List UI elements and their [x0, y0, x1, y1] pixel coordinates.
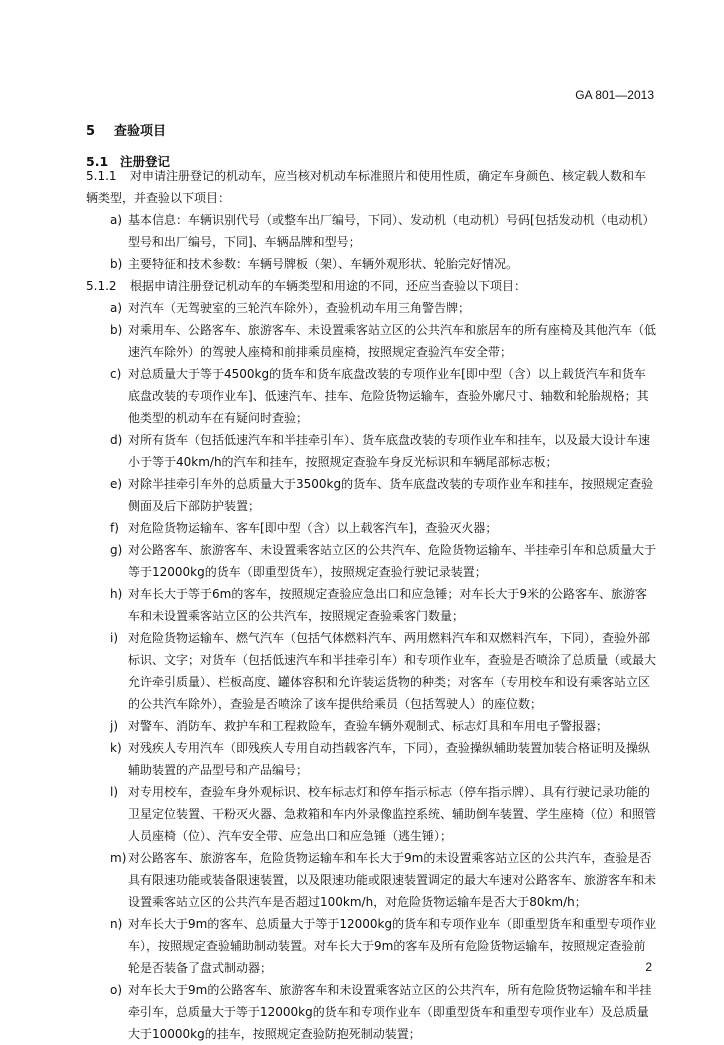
item-marker: b) — [110, 257, 123, 271]
list-item — [86, 539, 657, 583]
item-text: 主要特征和技术参数：车辆号牌板（架）、车辆外观形状、轮胎完好情况。 — [128, 257, 519, 271]
item-text: 对专用校车，查验车身外观标识、校车标志灯和停车指示标志（停车指示牌）、具有行驶记录功能的卫星定位装置、干粉灭火器、急救箱和车内外录像监控系统、辅助倒车装置、学生座椅（位）和照管人员座椅（位）、汽车安全带、应急出口和应急锤（逃生锤）； — [128, 785, 657, 843]
subsection-number: 5.1 — [86, 154, 109, 169]
item-marker: a) — [110, 301, 123, 315]
clause-number: 5.1.1 — [86, 169, 117, 183]
item-text: 对残疾人专用汽车（即残疾人专用自动挡载客汽车，下同），查验操纵辅助装置加装合格证明及操纵辅助装置的产品型号和产品编号； — [128, 741, 651, 777]
item-marker: n) — [110, 917, 123, 931]
document-body — [86, 165, 657, 1045]
item-marker: m) — [110, 851, 127, 865]
item-marker: h) — [110, 587, 123, 601]
item-marker: e) — [110, 477, 123, 491]
standard-code: GA 801—2013 — [575, 88, 654, 102]
item-text: 对乘用车、公路客车、旅游客车、未设置乘客站立区的公共汽车和旅居车的所有座椅及其他汽车（低速汽车除外）的驾驶人座椅和前排乘员座椅，按照规定查验汽车安全带； — [128, 323, 657, 359]
list-item — [86, 627, 657, 715]
clause-5-1-1 — [86, 165, 657, 209]
item-text: 基本信息：车辆识别代号（或整车出厂编号，下同）、发动机（电动机）号码[包括发动机（电动机）型号和出厂编号，下同]、车辆品牌和型号； — [128, 213, 655, 249]
item-text: 对车长大于等于6m的客车，按照规定查验应急出口和应急锤；对车长大于9米的公路客车、旅游客车和未设置乘客站立区的公共汽车，按照规定查验乘客门数量； — [128, 587, 647, 623]
list-item — [86, 913, 657, 979]
clause-number: 5.1.2 — [86, 279, 117, 293]
item-marker: i) — [110, 631, 119, 645]
list-item — [86, 429, 657, 473]
item-text: 对总质量大于等于4500kg的货车和货车底盘改装的专项作业车[即中型（含）以上载货汽车和货车底盘改装的专项作业车]、低速汽车、挂车、危险货物运输车，查验外廓尺寸、轴数和轮胎规格；其他类型的机动车在有疑问时查验； — [128, 367, 649, 425]
list-item — [86, 517, 657, 539]
item-marker: l) — [110, 785, 119, 799]
item-marker: k) — [110, 741, 122, 755]
list-item — [86, 715, 657, 737]
item-marker: f) — [110, 521, 119, 535]
clause-5-1-2 — [86, 275, 657, 297]
item-text: 对车长大于9m的客车、总质量大于等于12000kg的货车和专项作业车（即重型货车和重型专项作业车），按照规定查验辅助制动装置。对车长大于9m的客车及所有危险货物运输车，按照规定查验前轮是否装备了盘式制动器； — [128, 917, 657, 975]
item-marker: a) — [110, 213, 123, 227]
clause-text: 对申请注册登记的机动车，应当核对机动车标准照片和使用性质，确定车身颜色、核定载人数和车辆类型，并查验以下项目： — [86, 169, 647, 205]
item-marker: b) — [110, 323, 123, 337]
list-item — [86, 319, 657, 363]
item-marker: o) — [110, 983, 123, 997]
section-title: 查验项目 — [114, 124, 167, 139]
list-item — [86, 979, 657, 1045]
item-text: 对公路客车、旅游客车、未设置乘客站立区的公共汽车、危险货物运输车、半挂牵引车和总质量大于等于12000kg的货车（即重型货车），按照规定查验行驶记录装置； — [128, 543, 657, 579]
item-marker: c) — [110, 367, 122, 381]
item-text: 对危险货物运输车、燃气汽车（包括气体燃料汽车、两用燃料汽车和双燃料汽车，下同），查验外部标识、文字；对货车（包括低速汽车和半挂牵引车）和专项作业车，查验是否喷涂了总质量（或最大允许牵引质量）、栏板高度、罐体容积和允许装运货物的种类；对客车（专用校车和设有乘客站立区的公共汽车除外），查验是否喷涂了该车提供给乘员（包括驾驶人）的座位数； — [128, 631, 657, 711]
item-text: 对车长大于9m的公路客车、旅游客车和未设置乘客站立区的公共汽车，所有危险货物运输车和半挂牵引车，总质量大于等于12000kg的货车和专项作业车（即重型货车和重型专项作业车）及总质量大于10000kg的挂车，按照规定查验防抱死制动装置； — [128, 983, 652, 1041]
list-item — [86, 297, 657, 319]
item-text: 对汽车（无驾驶室的三轮汽车除外），查验机动车用三角警告牌； — [128, 301, 471, 315]
item-text: 对所有货车（包括低速汽车和半挂牵引车）、货车底盘改装的专项作业车和挂车，以及最大设计车速小于等于40km/h的汽车和挂车，按照规定查验车身反光标识和车辆尾部标志板； — [128, 433, 651, 469]
subsection-title: 注册登记 — [120, 154, 171, 169]
list-item — [86, 253, 657, 275]
item-text: 对危险货物运输车、客车[即中型（含）以上载客汽车]，查验灭火器； — [128, 521, 498, 535]
list-item — [86, 847, 657, 913]
list-item — [86, 363, 657, 429]
list-item — [86, 781, 657, 847]
item-text: 对除半挂牵引车外的总质量大于3500kg的货车、货车底盘改装的专项作业车和挂车，按照规定查验侧面及后下部防护装置； — [128, 477, 654, 513]
item-marker: g) — [110, 543, 123, 557]
list-item — [86, 583, 657, 627]
list-item — [86, 473, 657, 517]
item-text: 对公路客车、旅游客车，危险货物运输车和车长大于9m的未设置乘客站立区的公共汽车，查验是否具有限速功能或装备限速装置，以及限速功能或限速装置调定的最大车速对公路客车、旅游客车和未设置乘客站立区的公共汽车是否超过100km/h，对危险货物运输车是否大于80km/h； — [128, 851, 657, 909]
section-heading — [86, 120, 166, 139]
section-number: 5 — [86, 124, 96, 139]
item-marker: d) — [110, 433, 123, 447]
item-marker: j) — [110, 719, 119, 733]
list-item — [86, 737, 657, 781]
page-number: 2 — [645, 960, 652, 974]
clause-text: 根据申请注册登记机动车的车辆类型和用途的不同，还应当查验以下项目： — [130, 279, 527, 293]
item-text: 对警车、消防车、救护车和工程救险车，查验车辆外观制式、标志灯具和车用电子警报器； — [128, 719, 609, 733]
list-item — [86, 209, 657, 253]
